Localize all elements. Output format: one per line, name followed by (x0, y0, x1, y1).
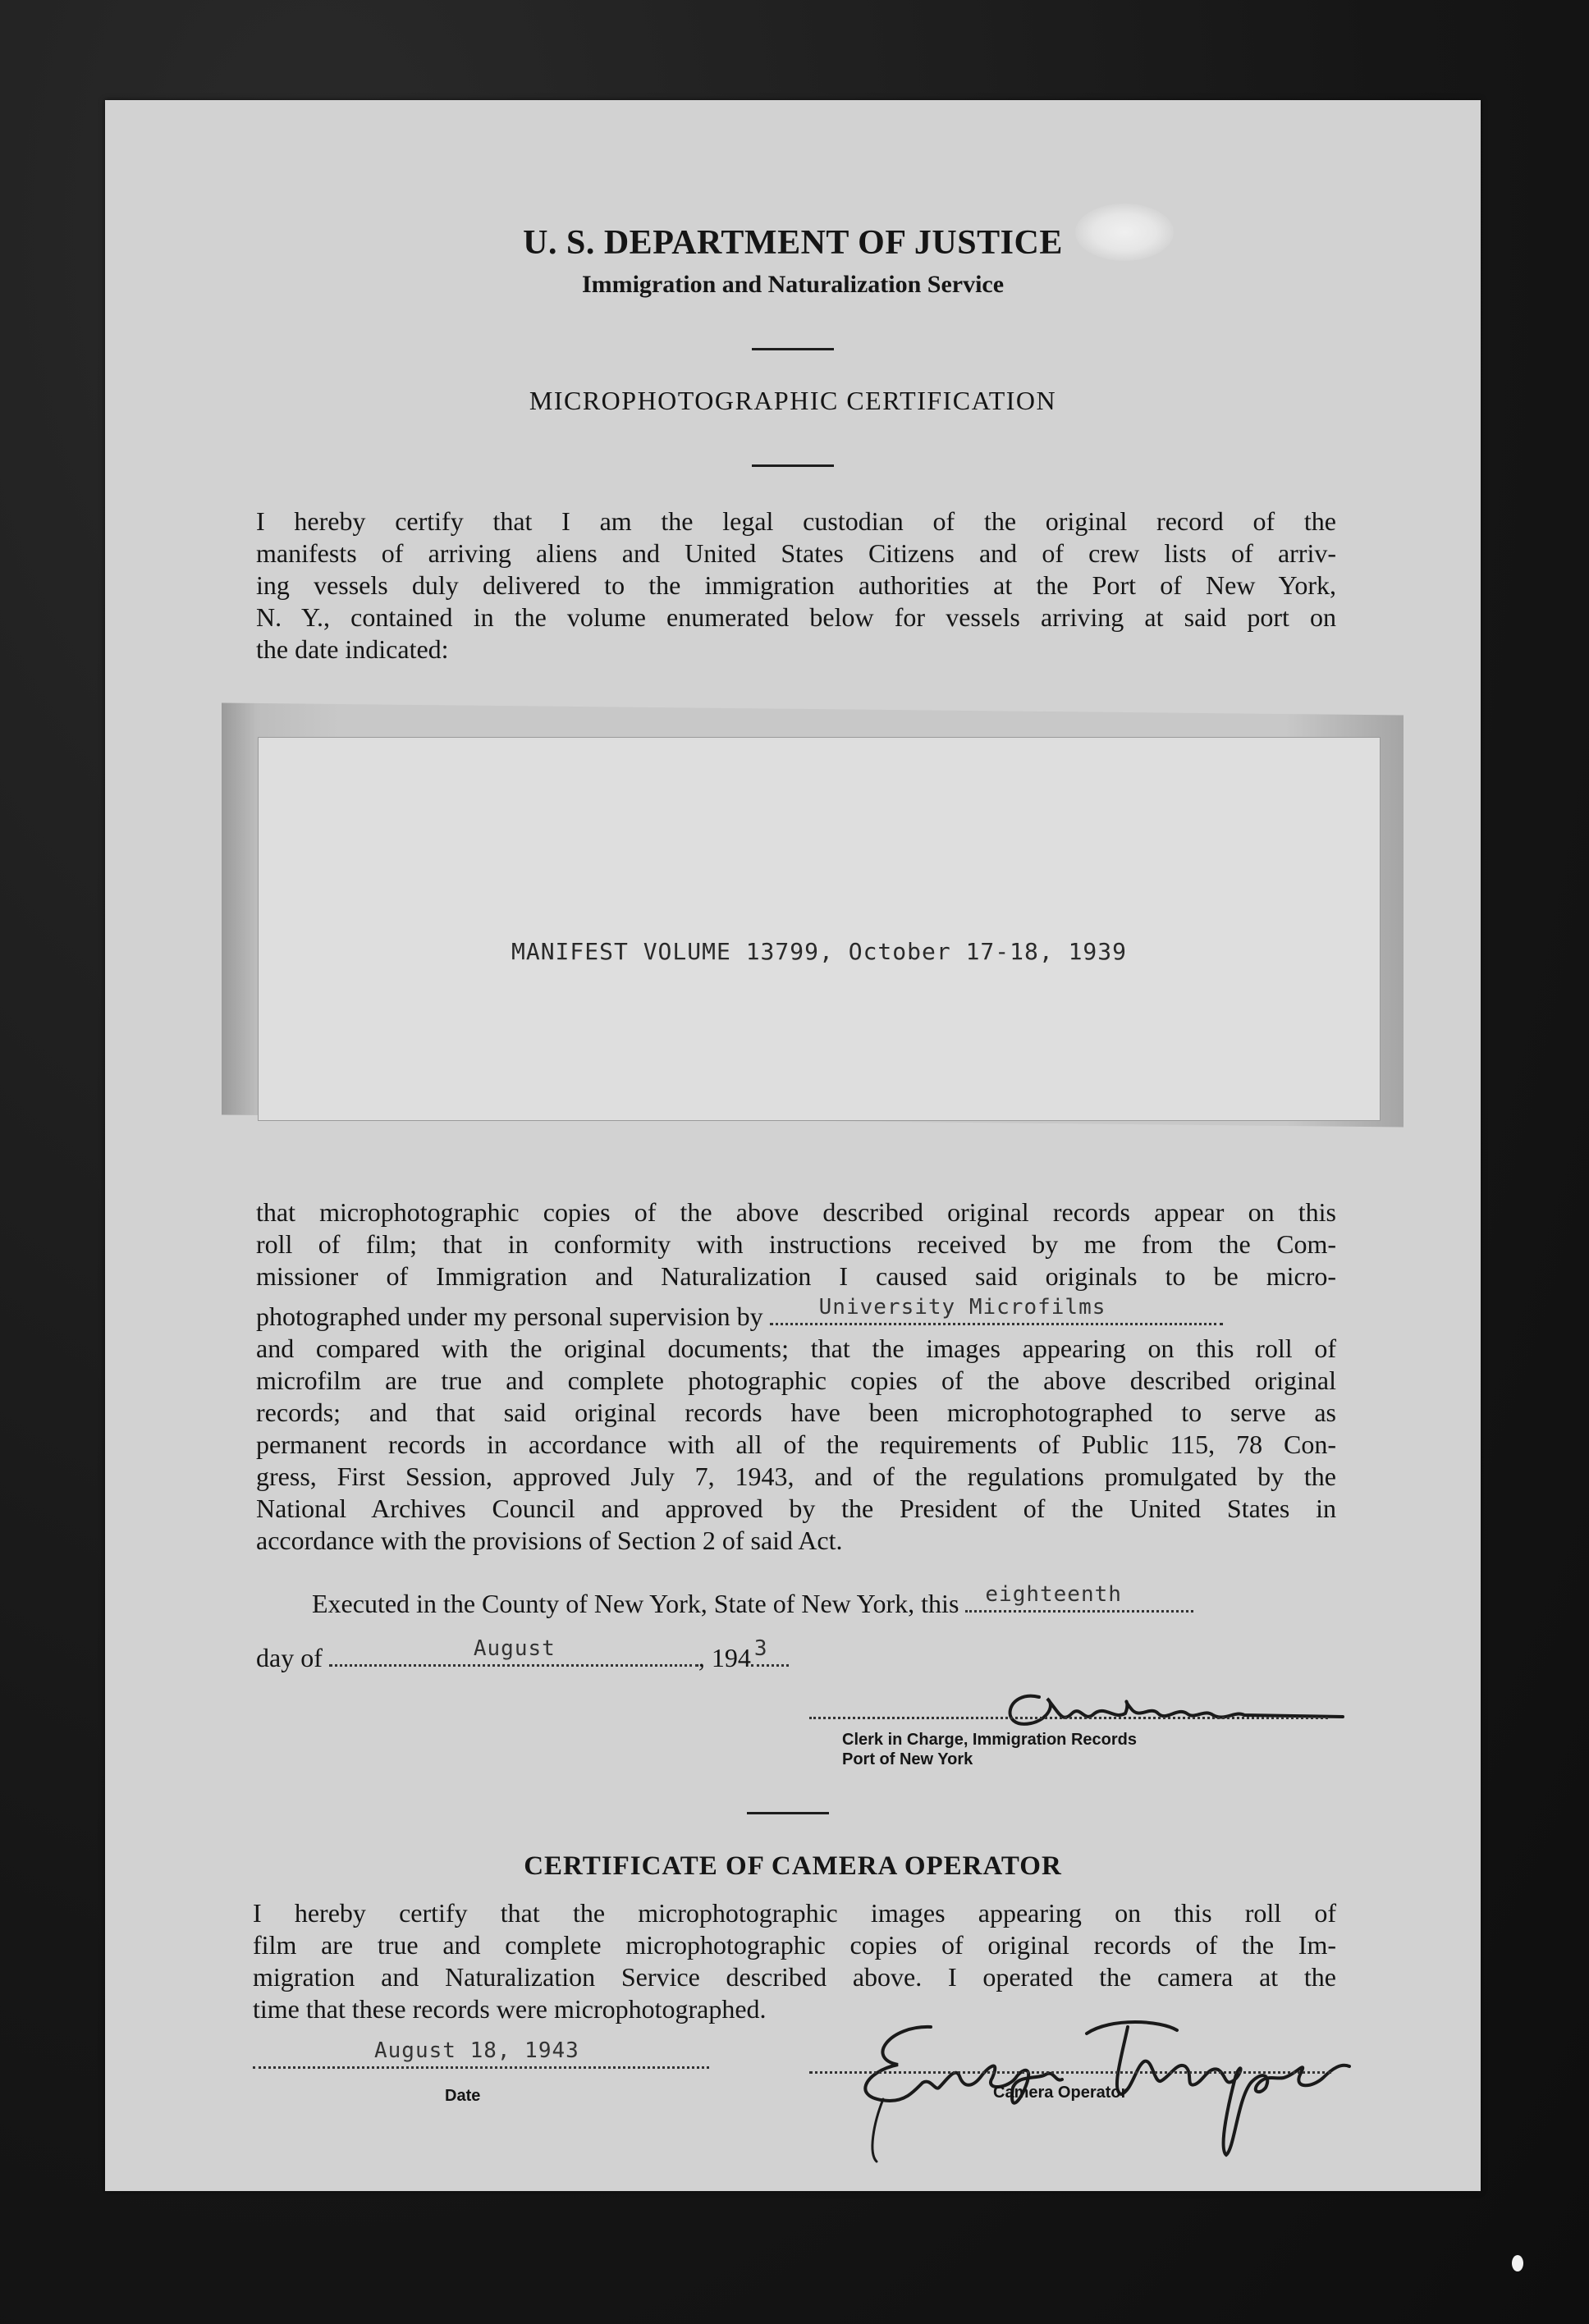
camera-operator-label: Camera Operator (993, 2084, 1128, 2102)
execution-prefix: Executed in the County of New York, State of New York, this (312, 1589, 959, 1618)
body-line: records; and that said original records have been microphotographed to serve as (256, 1398, 1336, 1427)
camera-cert-line: time that these records were microphotographed. (253, 1994, 767, 2024)
camera-cert-line: film are true and complete microphotographic copies of original records of the Im- (253, 1930, 1336, 1960)
body-line: accordance with the provisions of Section 2 of said Act. (256, 1526, 843, 1555)
service-subtitle: Immigration and Naturalization Service (581, 271, 1005, 298)
intro-line: manifests of arriving aliens and United States Citizens and of crew lists of arriv- (256, 538, 1336, 568)
body-line: National Archives Council and approved by the President of the United States in (256, 1494, 1336, 1523)
intro-line: ing vessels duly delivered to the immigration authorities at the Port of New York, (256, 570, 1336, 600)
month-fill-line (329, 1636, 698, 1667)
divider-rule (752, 348, 834, 350)
scan-speck (1512, 2255, 1523, 2271)
manifest-insert (258, 737, 1381, 1121)
year-prefix: , 194 (698, 1643, 751, 1672)
body-line: missioner of Immigration and Naturalization I caused said originals to be micro- (256, 1261, 1336, 1291)
department-title: U. S. DEPARTMENT OF JUSTICE (523, 224, 1063, 262)
camera-date-typed-value: August 18, 1943 (374, 2038, 579, 2063)
intro-line: the date indicated: (256, 634, 449, 664)
execution-line (312, 1582, 1193, 1619)
body-line: permanent records in accordance with all of the requirements of Public 115, 78 Con- (256, 1430, 1336, 1459)
camera-date-fill-line (253, 2038, 709, 2069)
camera-certificate-heading: CERTIFICATE OF CAMERA OPERATOR (524, 1851, 1062, 1881)
supervision-line (256, 1295, 1223, 1332)
certificate-page (105, 100, 1481, 2191)
intro-line: I hereby certify that I am the legal custodian of the original record of the (256, 506, 1336, 536)
clerk-title-line-2: Port of New York (842, 1750, 973, 1768)
clerk-title-line-1: Clerk in Charge, Immigration Records (842, 1731, 1137, 1749)
body-line: roll of film; that in conformity with instructions received by me from the Com- (256, 1229, 1336, 1259)
camera-operator-signature-line (809, 2071, 1331, 2074)
day-typed-value: eighteenth (985, 1582, 1122, 1607)
certification-title: MICROPHOTOGRAPHIC CERTIFICATION (529, 386, 1057, 415)
date-line (256, 1636, 789, 1673)
body-line: microfilm are true and complete photographic copies of the above described original (256, 1366, 1336, 1395)
clerk-signature-line (809, 1717, 1328, 1719)
supervision-prefix: photographed under my personal supervision by (256, 1302, 763, 1331)
camera-cert-line: I hereby certify that the microphotographic images appearing on this roll of (253, 1898, 1336, 1928)
supervision-typed-value: University Microfilms (818, 1295, 1106, 1320)
date-label: Date (445, 2087, 481, 2105)
supervision-fill-line (770, 1295, 1223, 1325)
day-of-label: day of (256, 1643, 323, 1672)
day-fill-line (965, 1582, 1193, 1613)
camera-cert-line: migration and Naturalization Service described above. I operated the camera at the (253, 1962, 1336, 1992)
year-fill-line (751, 1636, 789, 1667)
intro-line: N. Y., contained in the volume enumerated below for vessels arriving at said port on (256, 602, 1336, 632)
body-line: and compared with the original documents; that the images appearing on this roll of (256, 1334, 1336, 1363)
divider-rule (752, 464, 834, 467)
body-line: gress, First Session, approved July 7, 1943, and of the regulations promulgated by the (256, 1462, 1336, 1491)
camera-date-line (253, 2038, 709, 2075)
month-typed-value: August (473, 1636, 556, 1661)
year-typed-value: 3 (753, 1636, 768, 1661)
divider-rule (747, 1812, 829, 1814)
body-line: that microphotographic copies of the above described original records appear on this (256, 1197, 1336, 1227)
manifest-volume-label: MANIFEST VOLUME 13799, October 17-18, 1939 (511, 938, 1127, 965)
